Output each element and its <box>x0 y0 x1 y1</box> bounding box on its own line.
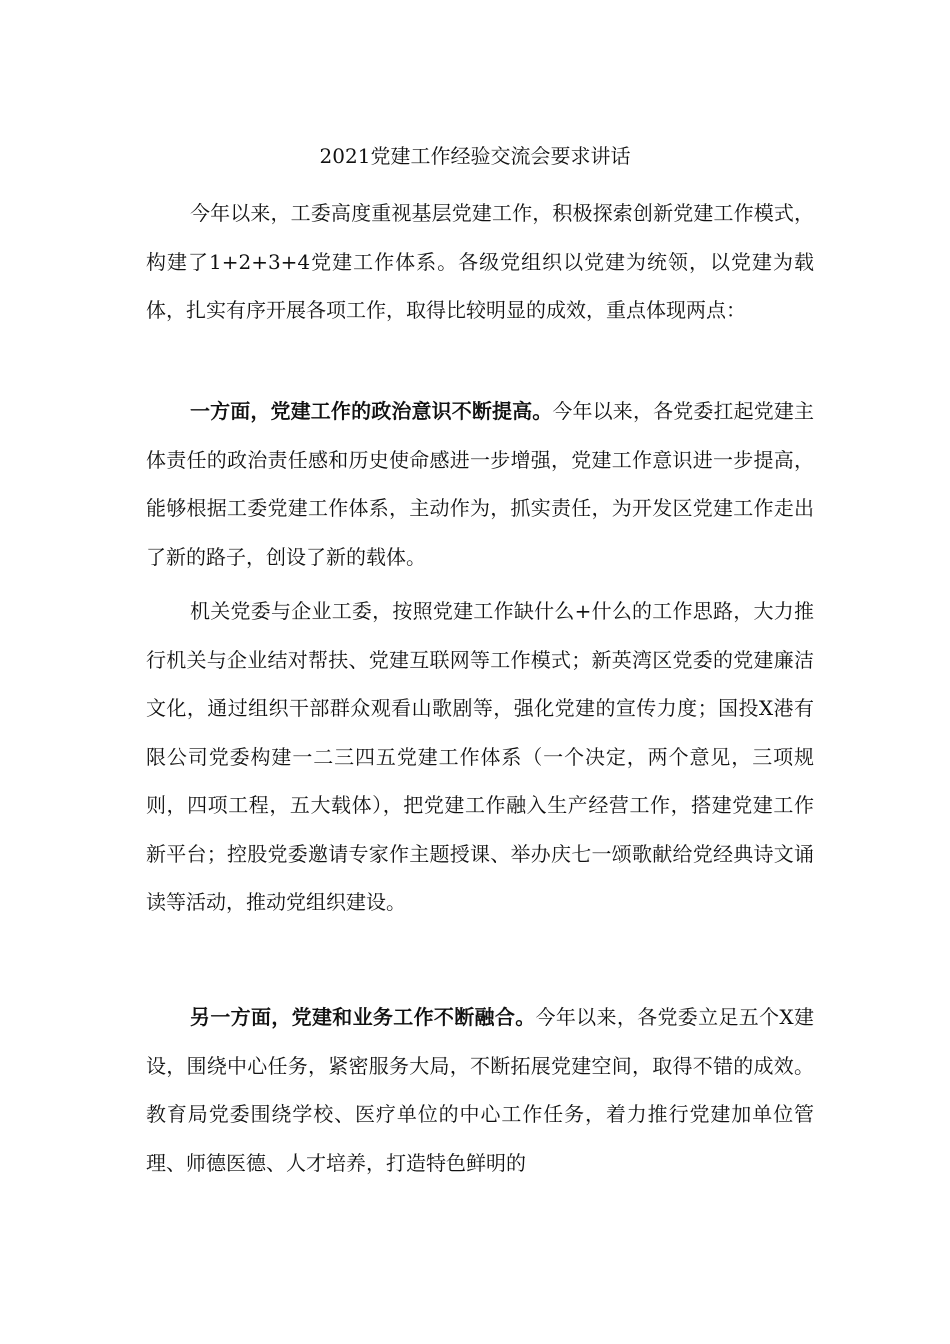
paragraph-lead: 另一方面，党建和业务工作不断融合。 <box>190 1005 536 1029</box>
paragraph-integration <box>146 993 814 1187</box>
paragraph-text: 今年以来，各党委扛起党建主体责任的政治责任感和历史使命感进一步增强，党建工作意识进一步提高，能够根据工委党建工作体系，主动作为，抓实责任，为开发区党建工作走出了新的路子，创设了新的载体。 <box>146 399 815 569</box>
paragraph-lead: 一方面，党建工作的政治意识不断提高。 <box>190 399 553 423</box>
paragraph-text: 今年以来，各党委立足五个X建设，围绕中心任务，紧密服务大局，不断拓展党建空间，取得不错的成效。教育局党委围绕学校、医疗单位的中心工作任务，着力推行党建加单位管理、师德医德、人才培养，打造特色鲜明的 <box>146 1005 814 1175</box>
paragraph-political-awareness <box>146 387 814 581</box>
paragraph-text: 今年以来，工委高度重视基层党建工作，积极探索创新党建工作模式，构建了1+2+3+4党建工作体系。各级党组织以党建为统领，以党建为载体，扎实有序开展各项工作，取得比较明显的成效，重点体现两点： <box>146 201 814 322</box>
paragraph-examples <box>146 587 814 927</box>
document-title: 2021党建工作经验交流会要求讲话 <box>319 144 631 168</box>
paragraph-text: 机关党委与企业工委，按照党建工作缺什么+什么的工作思路，大力推行机关与企业结对帮扶、党建互联网等工作模式；新英湾区党委的党建廉洁文化，通过组织干部群众观看山歌剧等，强化党建的宣传力度；国投X港有限公司党委构建一二三四五党建工作体系（一个决定，两个意见，三项规则，四项工程，五大载体），把党建工作融入生产经营工作，搭建党建工作新平台；控股党委邀请专家作主题授课、举办庆七一颂歌献给党经典诗文诵读等活动，推动党组织建设。 <box>146 599 814 914</box>
paragraph-intro <box>146 189 814 335</box>
